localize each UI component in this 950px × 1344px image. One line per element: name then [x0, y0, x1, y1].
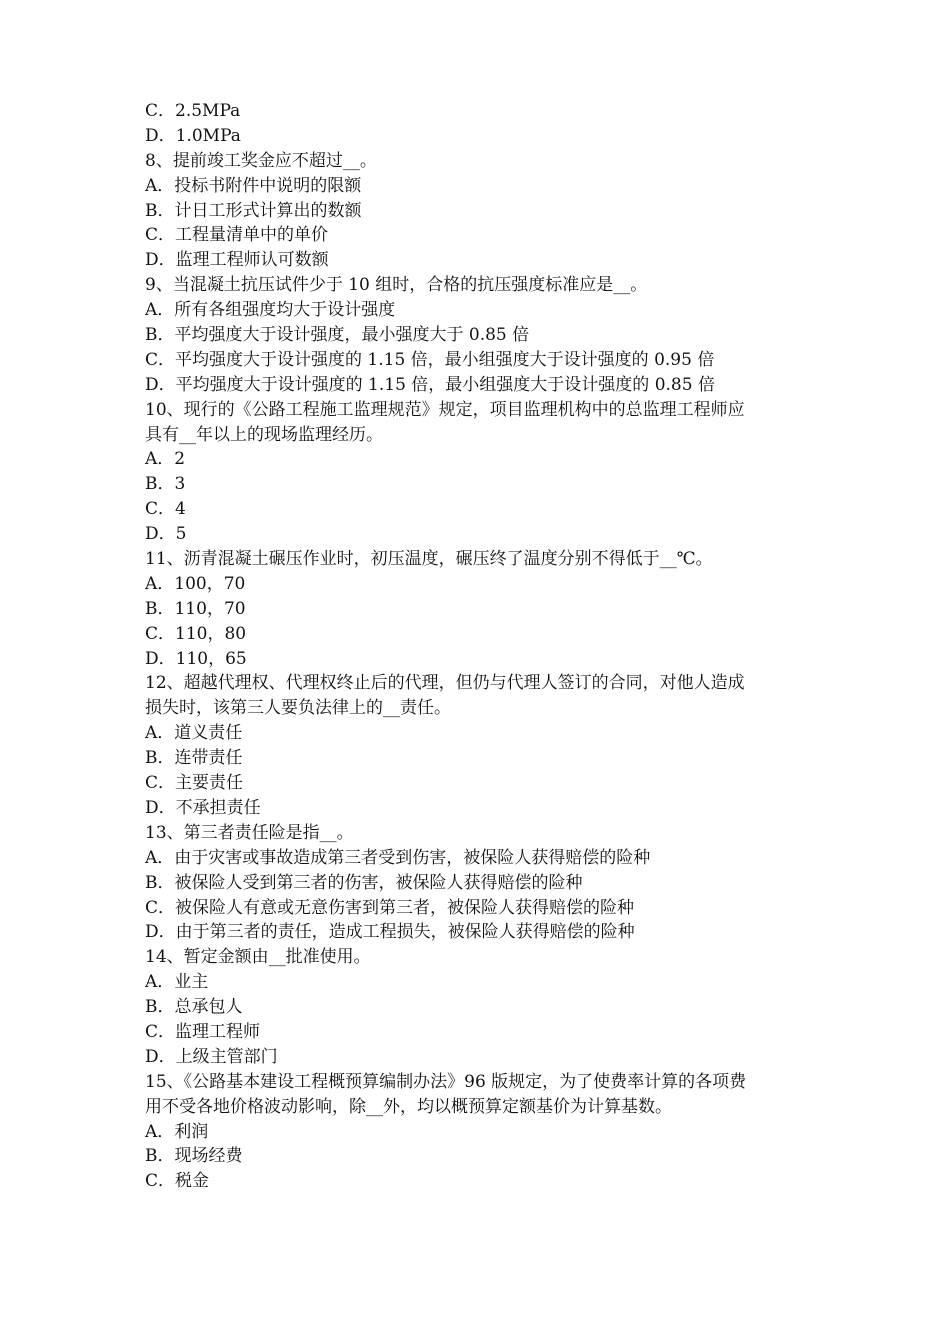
text-line: 12、超越代理权、代理权终止后的代理，但仍与代理人签订的合同，对他人造成 — [145, 673, 745, 694]
text-line: C．税金 — [145, 1171, 210, 1192]
text-line: A．所有各组强度均大于设计强度 — [145, 300, 396, 321]
text-line: A．由于灾害或事故造成第三者受到伤害，被保险人获得赔偿的险种 — [145, 847, 651, 868]
text-line: 13、第三者责任险是指__。 — [145, 822, 354, 843]
text-line: C．被保险人有意或无意伤害到第三者，被保险人获得赔偿的险种 — [145, 897, 635, 918]
text-line: 损失时，该第三人要负法律上的__责任。 — [145, 698, 451, 719]
text-line: A．道义责任 — [145, 723, 243, 744]
text-line: B．被保险人受到第三者的伤害，被保险人获得赔偿的险种 — [145, 872, 583, 893]
text-line: A．利润 — [145, 1121, 209, 1142]
text-line: D．5 — [145, 524, 187, 545]
text-line: C．工程量清单中的单价 — [145, 225, 329, 246]
text-line: 用不受各地价格波动影响，除__外，均以概预算定额基价为计算基数。 — [145, 1096, 672, 1117]
text-line: C．110，80 — [145, 623, 247, 644]
text-line: D．1.0MPa — [145, 125, 241, 146]
text-line: 14、暂定金额由__批准使用。 — [145, 947, 371, 968]
document-page — [145, 99, 825, 1194]
text-line: D．监理工程师认可数额 — [145, 250, 329, 271]
text-line: C．主要责任 — [145, 773, 244, 794]
text-line: 11、沥青混凝土碾压作业时，初压温度，碾压终了温度分别不得低于__℃。 — [145, 549, 713, 570]
text-line: A．2 — [145, 449, 186, 470]
text-line: B．连带责任 — [145, 748, 243, 769]
text-line: D．上级主管部门 — [145, 1046, 278, 1067]
text-line: D．平均强度大于设计强度的 1.15 倍，最小组强度大于设计强度的 0.85 倍 — [145, 374, 715, 395]
text-line: A．投标书附件中说明的限额 — [145, 175, 362, 196]
text-line: C．监理工程师 — [145, 1021, 261, 1042]
text-line: B．计日工形式计算出的数额 — [145, 200, 362, 221]
text-line: B．110，70 — [145, 598, 246, 619]
text-line: 8、提前竣工奖金应不超过__。 — [145, 150, 377, 171]
text-line: 10、现行的《公路工程施工监理规范》规定，项目监理机构中的总监理工程师应 — [145, 399, 745, 420]
text-line: B．平均强度大于设计强度，最小强度大于 0.85 倍 — [145, 325, 530, 346]
text-line: D．110，65 — [145, 648, 247, 669]
text-line: C．平均强度大于设计强度的 1.15 倍，最小组强度大于设计强度的 0.95 倍 — [145, 349, 715, 370]
text-line: D．不承担责任 — [145, 797, 261, 818]
text-line: C．2.5MPa — [145, 101, 241, 121]
text-line: D．由于第三者的责任，造成工程损失，被保险人获得赔偿的险种 — [145, 922, 635, 943]
text-line: A．业主 — [145, 972, 209, 993]
text-line: B．3 — [145, 474, 186, 495]
text-line: C．4 — [145, 499, 186, 520]
text-line: B．现场经费 — [145, 1146, 243, 1167]
text-line: 具有__年以上的现场监理经历。 — [145, 424, 383, 445]
text-line: 9、当混凝土抗压试件少于 10 组时，合格的抗压强度标准应是__。 — [145, 275, 648, 296]
text-line: 15、《公路基本建设工程概预算编制办法》96 版规定，为了使费率计算的各项费 — [145, 1071, 747, 1092]
text-line: B．总承包人 — [145, 997, 243, 1018]
text-line: A．100，70 — [145, 573, 246, 594]
